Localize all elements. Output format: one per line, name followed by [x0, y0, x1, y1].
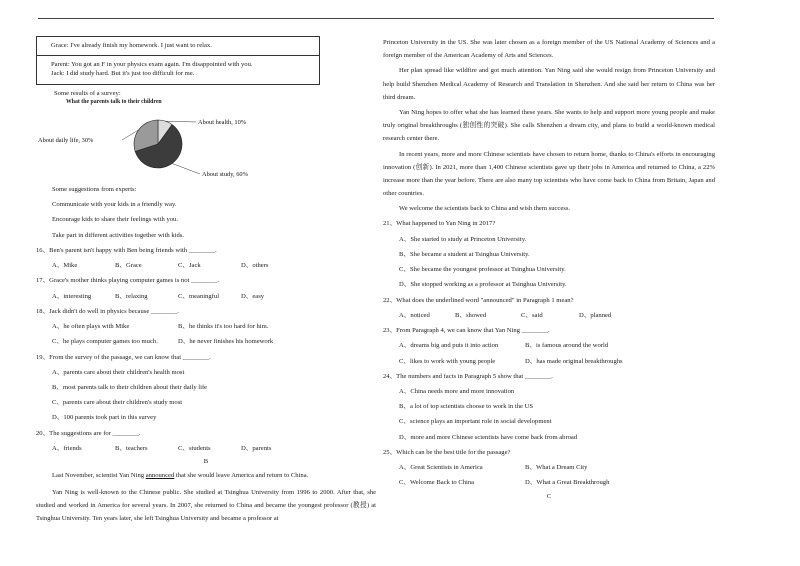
- section-c-heading: C: [546, 492, 552, 500]
- option-d: D、What a Great Breakthrough: [525, 479, 610, 487]
- underlined-word: announced: [145, 472, 175, 480]
- passage-paragraph-4: Yan Ning hopes to offer what she has learned these years. She wants to help and support more young people and make truly original breakthroughs (独创性的突破). She calls Shenzhen a dream city, and plans to build a world-known medical research center there.: [383, 108, 715, 143]
- question-23: [383, 327, 715, 366]
- option-c: C、meaningful: [178, 292, 220, 300]
- option-d: D、he never finishes his homework: [178, 338, 274, 346]
- options-row: [399, 358, 715, 366]
- option-a: A、China needs more and more innovation: [399, 388, 515, 396]
- question-stem: 19、From the survey of the passage, we can know that ________.: [36, 353, 211, 361]
- options-row: [399, 479, 715, 487]
- options: [52, 445, 376, 453]
- option-a: A、interesting: [52, 292, 92, 300]
- option-b: B、is famous around the world: [525, 342, 609, 350]
- question-stem: 24、The numbers and facts in Paragraph 5 show that ________.: [383, 372, 553, 380]
- suggestion-item: Communicate with your kids in a friendly way.: [52, 201, 177, 209]
- option-d: D、more and more Chinese scientists have come back from abroad: [399, 433, 578, 441]
- options: [52, 293, 376, 301]
- option-a: A、Mike: [52, 262, 78, 270]
- left-column: [36, 36, 376, 525]
- option-d: D、easy: [241, 292, 265, 300]
- passage-paragraph-5: In recent years, more and more Chinese scientists have chosen to return home, thanks to China's efforts in encouraging innovation (创新). In 2021, more than 1,400 Chinese scientists gave up their jobs in America and returned to China, a 22% increase more than the year before. There are also many top scientists who have come back to China from Britain, Japan and other countries.: [383, 150, 715, 198]
- question-19: [36, 354, 376, 423]
- option-d: D、planned: [579, 311, 612, 319]
- question-16: [36, 247, 376, 270]
- option-a: A、Great Scientists in America: [399, 464, 483, 472]
- option-b: B、relaxing: [115, 292, 148, 300]
- option-c: C、students: [178, 444, 211, 452]
- option-c: C、Jack: [178, 262, 201, 270]
- option-d: D、has made original breakthroughs: [525, 357, 623, 365]
- option-c: C、science plays an important role in social development: [399, 418, 552, 426]
- option-a: A、dreams big and puts it into action: [399, 342, 499, 350]
- option-b: B、She became a student at Tsinghua University.: [399, 250, 530, 258]
- pie-chart-svg: [36, 98, 276, 180]
- option-c: C、She became the youngest professor at Tsinghua University.: [399, 266, 566, 274]
- options-row: [399, 342, 715, 350]
- passage-paragraph-3: Her plan spread like wildfire and got much attention. Yan Ning said she would resign from Princeton University and help build Shenzhen Medical Academy of Research and Translation in Shenzhen. And she said her return to China was her third dream.: [383, 67, 715, 101]
- question-25: [383, 449, 715, 488]
- question-24: [383, 373, 715, 442]
- question-stem: 23、From Paragraph 4, we can know that Yan Ning ________.: [383, 327, 550, 335]
- option-b: B、most parents talk to their children about their daily life: [52, 383, 208, 391]
- options-row: [52, 338, 376, 346]
- question-stem: 22、What does the underlined word "announced" in Paragraph 1 mean?: [383, 296, 574, 304]
- option-b: B、teachers: [115, 444, 148, 452]
- dialog-line: Parent: You got an F in your physics exam again. I'm disappointed with you.: [51, 61, 253, 69]
- leader-line: [172, 163, 200, 174]
- option-a: A、he often plays with Mike: [52, 323, 130, 331]
- passage-text: Last November, scientist Yan Ning: [52, 472, 146, 480]
- option-a: A、friends: [52, 444, 82, 452]
- question-stem: 25、Which can be the best title for the passage?: [383, 448, 511, 456]
- dialog-row-grace: [37, 37, 319, 55]
- passage-paragraph-1: [36, 471, 376, 482]
- option-b: B、he thinks it's too hard for him.: [178, 323, 269, 331]
- options-row: [399, 464, 715, 472]
- passage-paragraph-6: We welcome the scientists back to China and wish them success.: [399, 205, 571, 213]
- question-stem: 17、Grace's mother thinks playing computer games is not ________.: [36, 277, 220, 285]
- pie-label: About health, 10%: [198, 118, 247, 126]
- option-c: C、said: [521, 311, 543, 319]
- pie-label: About study, 60%: [202, 170, 248, 178]
- option-b: B、showed: [455, 311, 487, 319]
- leader-line: [165, 121, 196, 122]
- suggestion-item: Encourage kids to share their feelings with you.: [52, 216, 178, 224]
- option-d: D、parents: [241, 444, 272, 452]
- question-stem: 21、What happened to Yan Ning in 2017?: [383, 220, 496, 228]
- option-d: D、She stopped working as a professor at Tsinghua University.: [399, 281, 567, 289]
- dialog-box: [36, 36, 320, 85]
- suggestions-heading: Some suggestions from experts:: [52, 185, 137, 193]
- option-a: A、She started to study at Princeton University.: [399, 235, 527, 243]
- option-b: B、Grace: [115, 262, 142, 270]
- suggestion-item: Take part in different activities together with kids.: [52, 231, 184, 239]
- option-b: B、a lot of top scientists choose to work in the US: [399, 403, 534, 411]
- option-b: B、What a Dream City: [525, 464, 588, 472]
- passage-text: that she would leave America and return to China.: [174, 472, 309, 480]
- question-stem: 16、Ben's parent isn't happy with Ben being friends with ________.: [36, 246, 217, 254]
- section-b-heading: B: [203, 458, 209, 466]
- dialog-line: Jack: I did study hard. But it's just too difficult for me.: [51, 70, 195, 78]
- question-20: [36, 430, 376, 453]
- question-18: [36, 308, 376, 347]
- options: [399, 312, 715, 320]
- option-c: C、parents care about their children's study most: [52, 399, 183, 407]
- option-d: D、100 parents took part in this survey: [52, 414, 157, 422]
- option-d: D、others: [241, 262, 269, 270]
- option-c: C、Welcome Back to China: [399, 479, 475, 487]
- top-rule: [38, 18, 714, 19]
- option-a: A、noticed: [399, 311, 430, 319]
- right-column: [383, 36, 715, 501]
- pie-chart: [36, 98, 276, 180]
- option-a: A、parents care about their children's health most: [52, 368, 185, 376]
- option-c: C、likes to work with young people: [399, 357, 496, 365]
- dialog-line: Grace: I've already finish my homework. I just want to relax.: [51, 42, 212, 49]
- passage-paragraph-2-continued: Princeton University in the US. She was later chosen as a foreign member of the US National Academy of Sciences and a foreign member of the American Academy of Arts and Sciences.: [383, 39, 715, 60]
- question-21: [383, 220, 715, 289]
- options-row: [52, 323, 376, 331]
- question-22: [383, 297, 715, 320]
- chart-title: What the parents talk to their children: [66, 98, 162, 105]
- options: [52, 262, 376, 270]
- dialog-row-jack: [37, 55, 319, 83]
- question-17: [36, 277, 376, 300]
- question-stem: 18、Jack didn't do well in physics because ________.: [36, 307, 179, 315]
- survey-heading: Some results of a survey:: [54, 89, 121, 97]
- option-c: C、he plays computer games too much.: [52, 338, 158, 346]
- question-stem: 20、The suggestions are for ________.: [36, 429, 141, 437]
- passage-paragraph-2: Yan Ning is well-known to the Chinese public. She studied at Tsinghua University from 1996 to 2000. After that, she studied and worked in America for several years. In 2007, she returned to China and became the youngest professor (教授) at Tsinghua University. Ten years later, she left Tsinghua University and became a professor at: [36, 488, 376, 522]
- pie-label: About daily life, 30%: [38, 136, 94, 144]
